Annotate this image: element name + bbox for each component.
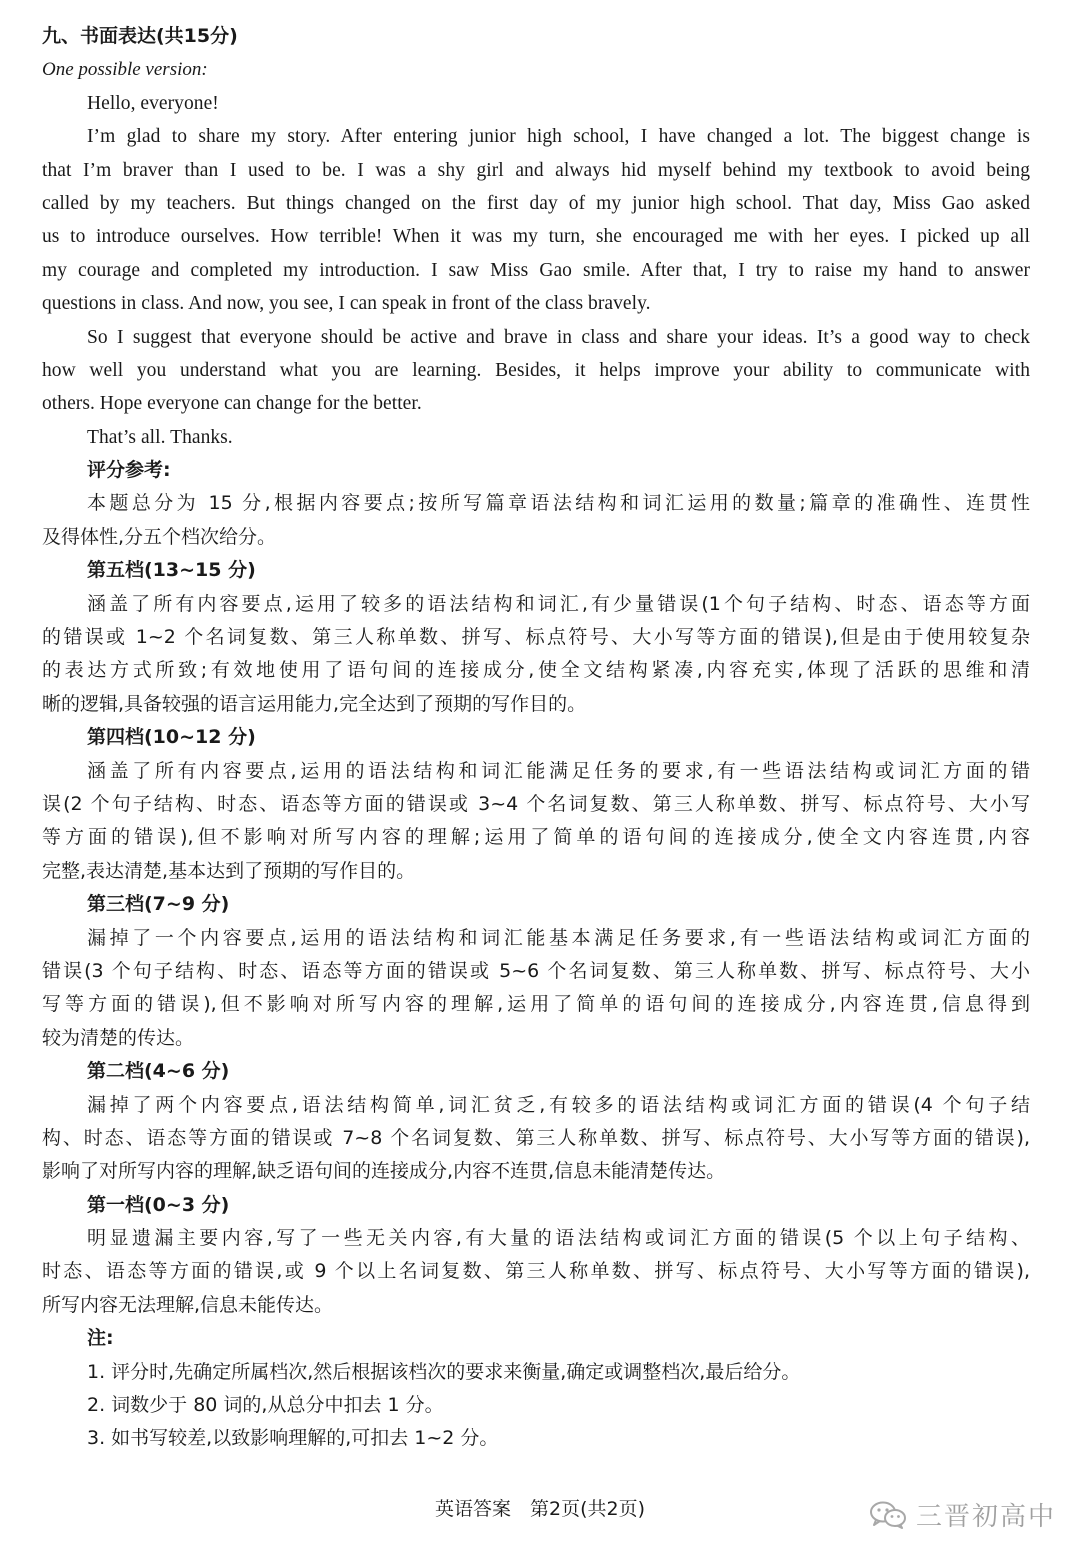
level-line: 写等方面的错误),但不影响对所写内容的理解,运用了简单的语句间的连接成分,内容连贯,信息得到: [42, 993, 1030, 1016]
essay-line: called by my teachers. But things changed on the first day of my junior high school. That day, Miss Gao asked: [42, 192, 1030, 214]
level-line: 晰的逻辑,具备较强的语言运用能力,完全达到了预期的写作目的。: [42, 692, 587, 715]
level-5: [42, 554, 1030, 721]
essay-line: others. Hope everyone can change for the better.: [42, 393, 422, 415]
document-content: [42, 20, 1030, 1456]
essay-line: that I’m braver than I used to be. I was a shy girl and always hid myself behind my textbook to avoid being: [42, 159, 1030, 181]
watermark: [868, 1496, 1056, 1533]
level-line: 涵盖了所有内容要点,运用了较多的语法结构和词汇,有少量错误(1个句子结构、时态、语态等方面: [87, 592, 1030, 615]
level-title: 第五档(13~15 分): [87, 559, 256, 582]
level-1: [42, 1189, 1030, 1323]
version-label: One possible version:: [42, 59, 208, 81]
level-title: 第二档(4~6 分): [87, 1060, 230, 1083]
notes-title: 注:: [87, 1327, 114, 1350]
page-footer: 英语答案 第2页(共2页): [434, 1498, 645, 1520]
essay-line: So I suggest that everyone should be active and brave in class and share your ideas. It’s a good way to check: [87, 326, 1030, 348]
level-line: 漏掉了两个内容要点,语法结构简单,词汇贫乏,有较多的语法结构或词汇方面的错误(4 个句子结: [87, 1093, 1030, 1116]
essay-line: my courage and completed my introduction. I saw Miss Gao smile. After that, I try to raise my hand to answer: [42, 259, 1030, 281]
scoring-intro-line: 本题总分为 15 分,根据内容要点;按所写篇章语法结构和词汇运用的数量;篇章的准确性、连贯性: [87, 492, 1030, 515]
level-title: 第一档(0~3 分): [87, 1193, 230, 1216]
scoring-title: 评分参考:: [87, 459, 171, 482]
essay-line: I’m glad to share my story. After entering junior high school, I have changed a lot. The biggest change is: [87, 126, 1030, 148]
level-line: 较为清楚的传达。: [42, 1026, 195, 1049]
level-line: 时态、语态等方面的错误,或 9 个以上名词复数、第三人称单数、拼写、标点符号、大小写等方面的错误),: [42, 1260, 1030, 1283]
level-line: 完整,表达清楚,基本达到了预期的写作目的。: [42, 859, 416, 882]
section-title: 九、书面表达(共15分): [42, 25, 238, 47]
level-2: [42, 1055, 1030, 1189]
essay-line: how well you understand what you are learning. Besides, it helps improve your ability to communicate with: [42, 359, 1030, 381]
note-item: 2. 词数少于 80 词的,从总分中扣去 1 分。: [87, 1394, 444, 1417]
level-line: 所写内容无法理解,信息未能传达。: [42, 1293, 334, 1316]
essay-line: questions in class. And now, you see, I can speak in front of the class bravely.: [42, 293, 651, 315]
wechat-icon: [868, 1500, 908, 1530]
essay-closing: That’s all. Thanks.: [87, 426, 233, 448]
essay-line: us to introduce ourselves. How terrible! When it was my turn, she encouraged me with her eyes. I picked up all: [42, 226, 1030, 248]
level-line: 影响了对所写内容的理解,缺乏语句间的连接成分,内容不连贯,信息未能清楚传达。: [42, 1160, 726, 1183]
level-line: 涵盖了所有内容要点,运用的语法结构和词汇能满足任务的要求,有一些语法结构或词汇方面的错: [87, 759, 1030, 782]
level-line: 等方面的错误),但不影响对所写内容的理解;运用了简单的语句间的连接成分,使全文内容连贯,内容: [42, 826, 1030, 849]
note-item: 3. 如书写较差,以致影响理解的,可扣去 1~2 分。: [87, 1427, 499, 1450]
level-3: [42, 888, 1030, 1055]
essay-greeting: Hello, everyone!: [87, 92, 219, 114]
level-title: 第三档(7~9 分): [87, 893, 230, 916]
essay-paragraph-2: [42, 321, 1030, 421]
watermark-text: 三晋初高中: [916, 1502, 1057, 1532]
level-line: 构、时态、语态等方面的错误或 7~8 个名词复数、第三人称单数、拼写、标点符号、大小写等方面的错误),: [42, 1126, 1030, 1149]
notes-list: [42, 1356, 1030, 1456]
scoring-intro: [42, 487, 1030, 554]
level-line: 明显遗漏主要内容,写了一些无关内容,有大量的语法结构或词汇方面的错误(5 个以上句子结构、: [87, 1227, 1030, 1250]
level-title: 第四档(10~12 分): [87, 726, 256, 749]
scoring-intro-line: 及得体性,分五个档次给分。: [42, 525, 277, 548]
level-line: 的表达方式所致;有效地使用了语句间的连接成分,使全文结构紧凑,内容充实,体现了活跃的思维和清: [42, 659, 1030, 682]
level-line: 误(2 个句子结构、时态、语态等方面的错误或 3~4 个名词复数、第三人称单数、拼写、标点符号、大小写: [42, 792, 1030, 815]
level-4: [42, 721, 1030, 888]
level-line: 的错误或 1~2 个名词复数、第三人称单数、拼写、标点符号、大小写等方面的错误),但是由于使用较复杂: [42, 626, 1030, 649]
level-line: 错误(3 个句子结构、时态、语态等方面的错误或 5~6 个名词复数、第三人称单数、拼写、标点符号、大小: [42, 959, 1030, 982]
essay-paragraph-1: [42, 120, 1030, 320]
level-line: 漏掉了一个内容要点,运用的语法结构和词汇能基本满足任务要求,有一些语法结构或词汇方面的: [87, 926, 1030, 949]
note-item: 1. 评分时,先确定所属档次,然后根据该档次的要求来衡量,确定或调整档次,最后给分。: [87, 1360, 801, 1383]
